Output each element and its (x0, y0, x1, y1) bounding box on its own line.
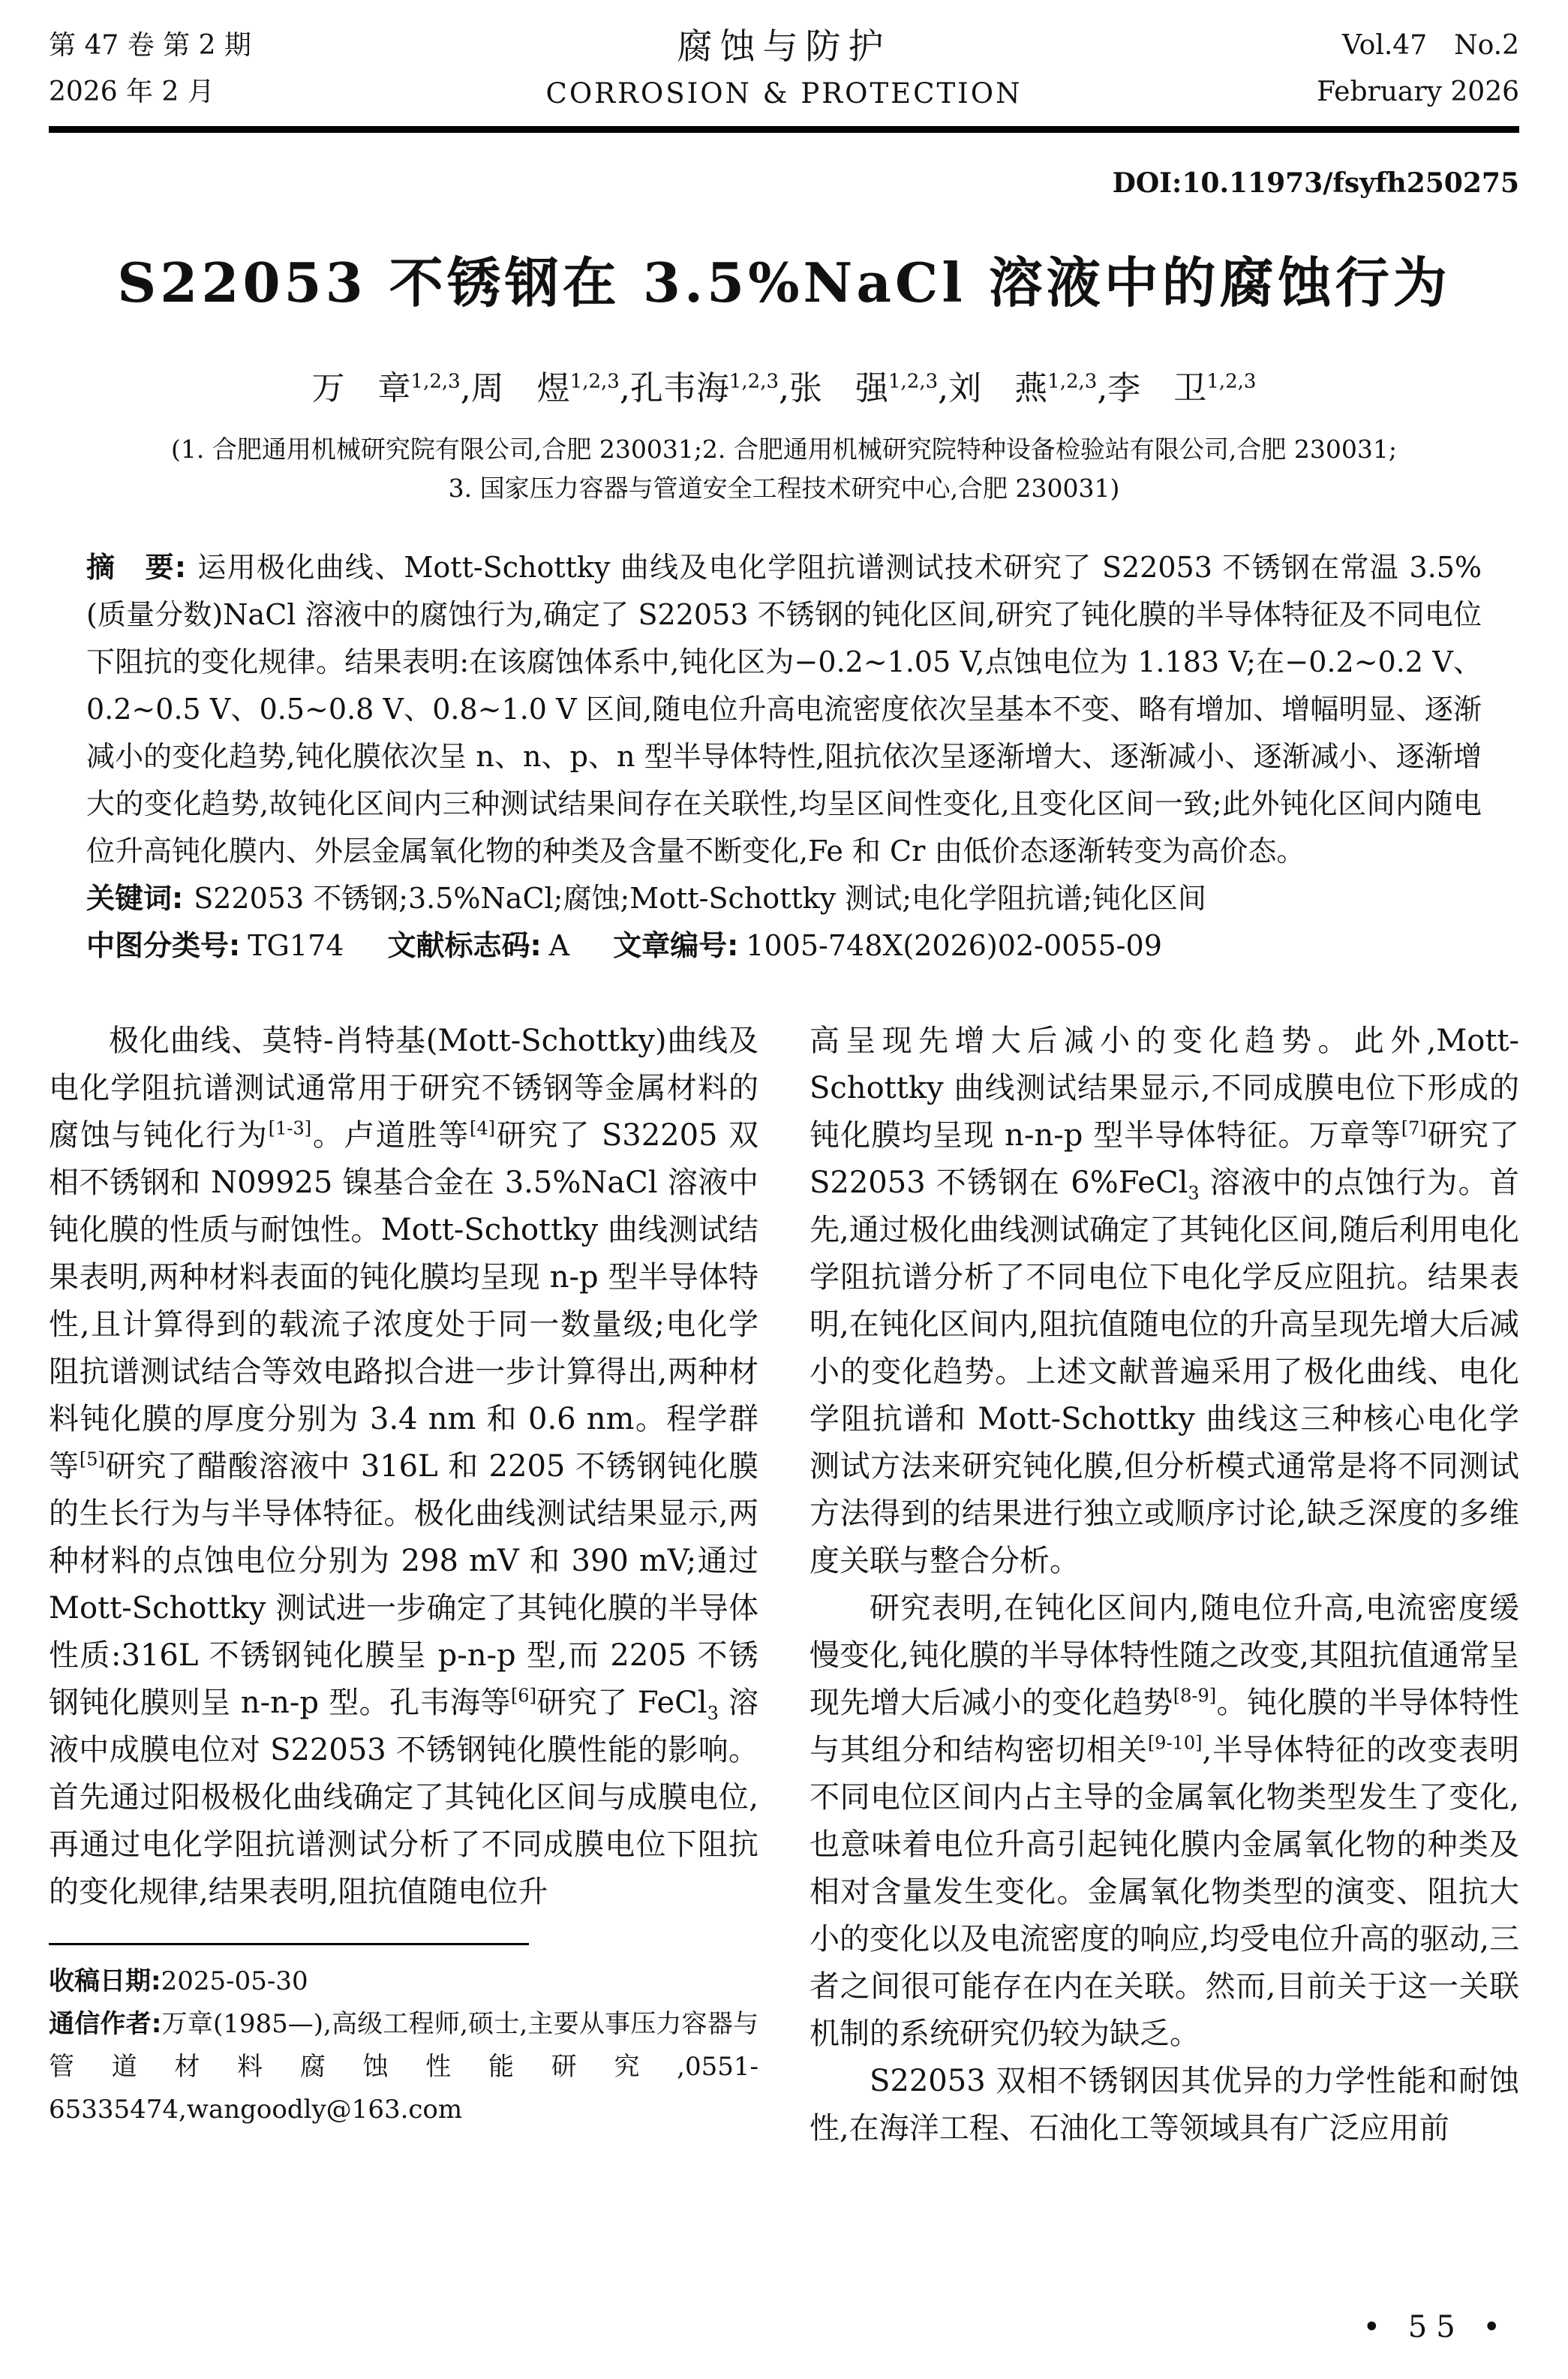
date-cn: 2026 年 2 月 (49, 77, 215, 107)
keywords-line (86, 875, 1482, 922)
corresponding-label: 通信作者: (49, 2009, 162, 2039)
header-rule (49, 126, 1519, 133)
doc-code-value: A (548, 929, 570, 962)
footnote-block (49, 1943, 758, 2131)
reference-superscript: 1,2,3 (410, 370, 461, 393)
footnote-rule (49, 1943, 529, 1945)
corresponding-value: 万章(1985—),高级工程师,硕士,主要从事压力容器与管道材料腐蚀性能研究,0551-65335474,wangoodly@163.com (49, 2009, 758, 2125)
affiliations (49, 430, 1519, 508)
reference-superscript: [4] (470, 1117, 496, 1139)
chemical-subscript: 3 (707, 1703, 719, 1724)
abstract-block (86, 544, 1482, 970)
reference-superscript: [1-3] (268, 1117, 312, 1139)
page-header (49, 23, 1519, 116)
paragraph: 研究表明,在钝化区间内,随电位升高,电流密度缓慢变化,钝化膜的半导体特性随之改变,其阻抗值通常呈现先增大后减小的变化趋势[8-9]。钝化膜的半导体特性与其组分和结构密切相关[9-10],半导体特征的改变表明不同电位区间内占主导的金属氧化物类型发生了变化,也意味着电位升高引起钝化膜内金属氧化物的种类及相对含量发生变化。金属氧化物类型的演变、阻抗大小的变化以及电流密度的响应,均受电位升高的驱动,三者之间很可能存在内在关联。然而,目前关于这一关联机制的系统研究仍较为缺乏。 (810, 1591, 1520, 2051)
abstract-text: 运用极化曲线、Mott-Schottky 曲线及电化学阻抗谱测试技术研究了 S22053 不锈钢在常温 3.5%(质量分数)NaCl 溶液中的腐蚀行为,确定了 S22053 不锈钢的钝化区间,研究了钝化膜的半导体特征及不同电位下阻抗的变化规律。结果表明:在该腐蚀体系中,钝化区为−0.2~1.05 V,点蚀电位为 1.183 V;在−0.2~0.2 V、0.2~0.5 V、0.5~0.8 V、0.8~1.0 V 区间,随电位升高电流密度依次呈基本不变、略有增加、增幅明显、逐渐减小的变化趋势,钝化膜依次呈 n、n、p、n 型半导体特性,阻抗依次呈逐渐增大、逐渐减小、逐渐减小、逐渐增大的变化趋势,故钝化区间内三种测试结果间存在关联性,均呈区间性变化,且变化区间一致;此外钝化区间内随电位升高钝化膜内、外层金属氧化物的种类及含量不断变化,Fe 和 Cr 由低价态逐渐转变为高价态。 (86, 551, 1482, 868)
received-label: 收稿日期: (49, 1966, 161, 1996)
reference-superscript: 1,2,3 (569, 370, 620, 393)
doc-code-label: 文献标志码: (387, 929, 542, 962)
article-body (49, 1018, 1519, 2152)
date-en: February 2026 (1317, 77, 1519, 107)
reference-superscript: 1,2,3 (728, 370, 779, 393)
doi: DOI:10.11973/fsyfh250275 (1112, 167, 1519, 199)
author-line (49, 361, 1519, 409)
issue-en: Vol.47 No.2 (1341, 30, 1519, 61)
header-issue-en (1197, 23, 1519, 116)
received-date-line (49, 1960, 758, 2003)
article-id-value: 1005-748X(2026)02-0055-09 (746, 929, 1162, 962)
received-value: 2025-05-30 (161, 1966, 308, 1996)
article-title: S22053 不锈钢在 3.5%NaCl 溶液中的腐蚀行为 (117, 251, 1451, 314)
affiliation-line: 3. 国家压力容器与管道安全工程技术研究中心,合肥 230031) (448, 474, 1120, 503)
issue-cn: 第 47 卷 第 2 期 (49, 30, 251, 61)
paragraph: 万 章$^{1,2,3}$,周 煜$^{1,2,3}$,孔韦海$^{1,2,3}$,张 强$^{1,2,3}$,刘 燕$^{1,2,3}$,李 卫$^{1,2,3}$ (311, 369, 1257, 408)
paragraph: 高呈现先增大后减小的变化趋势。此外,Mott-Schottky 曲线测试结果显示,不同成膜电位下形成的钝化膜均呈现 n-n-p 型半导体特征。万章等[7]研究了 S22053 不锈钢在 6%FeCl$_3$ 溶液中的点蚀行为。首先,通过极化曲线测试确定了其钝化区间,随后利用电化学阻抗谱分析了不同电位下电化学反应阻抗。结果表明,在钝化区间内,阻抗值随电位的升高呈现先增大后减小的变化趋势。上述文献普遍采用了极化曲线、电化学阻抗谱和 Mott-Schottky 曲线这三种核心电化学测试方法来研究钝化膜,但分析模式通常是将不同测试方法得到的结果进行独立或顺序讨论,缺乏深度的多维度关联与整合分析。 (810, 1024, 1519, 1578)
left-column-text (49, 1018, 758, 1916)
reference-superscript: 1,2,3 (1047, 370, 1098, 393)
article-id-label: 文章编号: (613, 929, 739, 962)
clc-label: 中图分类号: (86, 929, 241, 962)
reference-superscript: [8-9] (1173, 1685, 1217, 1707)
keywords-text: S22053 不锈钢;3.5%NaCl;腐蚀;Mott-Schottky 测试;电化学阻抗谱;钝化区间 (194, 882, 1206, 915)
chemical-subscript: 3 (1188, 1183, 1200, 1204)
reference-superscript: [9-10] (1147, 1732, 1203, 1754)
journal-name-en: CORROSION & PROTECTION (545, 77, 1023, 110)
abstract-paragraph (86, 544, 1482, 875)
reference-superscript: [5] (79, 1448, 105, 1470)
corresponding-author-line (49, 2003, 758, 2131)
paragraph: S22053 双相不锈钢因其优异的力学性能和耐蚀性,在海洋工程、石油化工等领域具有广泛应用前 (810, 2064, 1519, 2146)
abstract-label: 摘 要: (86, 551, 187, 584)
header-journal-name (371, 23, 1197, 116)
reference-superscript: 1,2,3 (888, 370, 939, 393)
reference-superscript: [7] (1401, 1117, 1427, 1139)
right-column (810, 1018, 1519, 2152)
paragraph: 极化曲线、莫特-肖特基(Mott-Schottky)曲线及电化学阻抗谱测试通常用于研究不锈钢等金属材料的腐蚀与钝化行为[1-3]。卢道胜等[4]研究了 S32205 双相不锈钢和 N09925 镍基合金在 3.5%NaCl 溶液中钝化膜的性质与耐蚀性。Mott-Schottky 曲线测试结果表明,两种材料表面的钝化膜均呈现 n-p 型半导体特性,且计算得到的载流子浓度处于同一数量级;电化学阻抗谱测试结合等效电路拟合进一步计算得出,两种材料钝化膜的厚度分别为 3.4 nm 和 0.6 nm。程学群等[5]研究了醋酸溶液中 316L 和 2205 不锈钢钝化膜的生长行为与半导体特征。极化曲线测试结果显示,两种材料的点蚀电位分别为 298 mV 和 390 mV;通过 Mott-Schottky 测试进一步确定了其钝化膜的半导体性质:316L 不锈钢钝化膜呈 p-n-p 型,而 2205 不锈钢钝化膜则呈 n-n-p 型。孔韦海等[6]研究了 FeCl$_3$ 溶液中成膜电位对 S22053 不锈钢钝化膜性能的影响。首先通过阳极极化曲线确定了其钝化区间与成膜电位,再通过电化学阻抗谱测试分析了不同成膜电位下阻抗的变化规律,结果表明,阻抗值随电位升 (49, 1024, 759, 1909)
journal-name-cn: 腐蚀与防护 (677, 26, 891, 68)
clc-value: TG174 (248, 929, 344, 962)
affiliation-line: (1. 合肥通用机械研究院有限公司,合肥 230031;2. 合肥通用机械研究院特种设备检验站有限公司,合肥 230031; (171, 435, 1397, 464)
keywords-label: 关键词: (86, 882, 184, 915)
page-number: • 55 • (1362, 2310, 1509, 2344)
reference-superscript: [6] (510, 1685, 536, 1707)
reference-superscript: 1,2,3 (1206, 370, 1257, 393)
right-column-text (810, 1018, 1519, 2152)
classification-line (86, 922, 1482, 970)
header-issue-cn (49, 23, 371, 116)
left-column (49, 1018, 758, 2152)
